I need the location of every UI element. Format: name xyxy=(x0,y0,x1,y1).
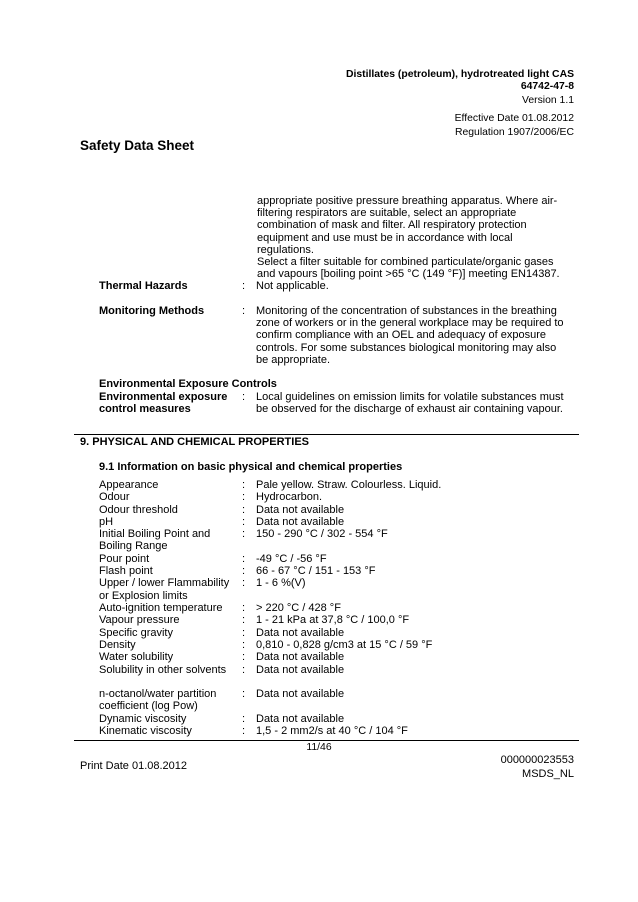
property-value: -49 °C / -56 °F xyxy=(256,552,327,565)
colon: : xyxy=(242,479,246,491)
property-value: 66 - 67 °C / 151 - 153 °F xyxy=(256,565,376,578)
text-line: Vapour pressure xyxy=(99,614,180,627)
section-9-title: 9. PHYSICAL AND CHEMICAL PROPERTIES xyxy=(80,436,309,448)
colon: : xyxy=(242,391,246,403)
version: Version 1.1 xyxy=(522,95,574,106)
thermal-hazards-value: Not applicable. xyxy=(256,280,329,292)
text-line: Upper / lower Flammability xyxy=(99,577,230,590)
text-line: coefficient (log Pow) xyxy=(99,700,198,713)
property-value: Pale yellow. Straw. Colourless. Liquid. xyxy=(256,479,442,491)
property-value: Data not available xyxy=(256,503,345,516)
product-cas: 64742-47-8 xyxy=(520,81,574,92)
text-line: Flash point xyxy=(99,565,153,578)
footer-divider xyxy=(74,740,579,741)
colon: : xyxy=(242,626,246,639)
text-line: Local guidelines on emission limits for volatile substances must xyxy=(256,391,564,403)
colon: : xyxy=(242,515,246,528)
colon: : xyxy=(242,577,246,590)
property-label xyxy=(99,479,239,491)
property-value: 150 - 290 °C / 302 - 554 °F xyxy=(256,528,388,541)
property-label xyxy=(99,516,239,528)
colon: : xyxy=(242,614,246,627)
property-value: 1 - 6 %(V) xyxy=(256,577,306,590)
property-label xyxy=(99,725,239,737)
text-line: pH xyxy=(99,515,114,528)
colon: : xyxy=(242,305,246,317)
property-label xyxy=(99,614,239,626)
property-value: 1 - 21 kPa at 37,8 °C / 100,0 °F xyxy=(256,614,410,627)
property-label xyxy=(99,565,239,577)
text-line: appropriate positive pressure breathing apparatus. Where air- xyxy=(257,195,558,207)
text-line: Specific gravity xyxy=(99,626,173,639)
property-value: Data not available xyxy=(256,515,345,528)
text-line: Monitoring of the concentration of substances in the breathing xyxy=(256,305,557,317)
text-line: Odour xyxy=(99,491,130,504)
text-line: Water solubility xyxy=(99,651,174,664)
property-value: Data not available xyxy=(256,712,345,725)
text-line: controls. For some substances biological monitoring may also xyxy=(256,341,557,354)
text-line: control measures xyxy=(99,403,191,416)
property-label xyxy=(99,504,239,516)
colon: : xyxy=(242,712,246,725)
text-line: Boiling Range xyxy=(99,540,168,553)
colon: : xyxy=(242,663,246,676)
text-line: be appropriate. xyxy=(256,353,330,366)
text-line: Solubility in other solvents xyxy=(99,663,227,676)
text-line: equipment and use must be in accordance with local xyxy=(257,231,513,244)
colon: : xyxy=(242,602,246,614)
doc-number: 000000023553 xyxy=(500,754,574,766)
env-label xyxy=(99,391,239,415)
text-line: Appearance xyxy=(99,479,159,491)
property-label xyxy=(99,639,239,651)
colon: : xyxy=(242,491,246,504)
text-line: filtering respirators are suitable, select an appropriate xyxy=(257,207,517,220)
property-value: Hydrocarbon. xyxy=(256,491,323,504)
regulation: Regulation 1907/2006/EC xyxy=(454,127,574,138)
text-line: Auto-ignition temperature xyxy=(99,602,223,614)
property-value: Data not available xyxy=(256,626,345,639)
text-line: Environmental exposure xyxy=(99,391,228,403)
property-label xyxy=(99,688,239,712)
property-value: Data not available xyxy=(256,651,345,664)
colon: : xyxy=(242,552,246,565)
monitoring-methods-value xyxy=(256,305,576,366)
property-value: > 220 °C / 428 °F xyxy=(256,602,341,614)
section-divider xyxy=(74,434,579,435)
colon: : xyxy=(242,725,246,737)
property-label xyxy=(99,602,239,614)
property-value: 1,5 - 2 mm2/s at 40 °C / 104 °F xyxy=(256,725,408,737)
text-line: zone of workers or in the general workplace may be required to xyxy=(256,317,564,330)
doc-code: MSDS_NL xyxy=(522,768,574,780)
property-value: Data not available xyxy=(256,663,345,676)
section-9-1-subtitle: 9.1 Information on basic physical and chemical properties xyxy=(99,461,403,473)
thermal-hazards-label: Thermal Hazards xyxy=(99,280,188,292)
colon: : xyxy=(242,280,246,292)
text-line: Odour threshold xyxy=(99,503,178,516)
env-value xyxy=(256,391,576,415)
property-label xyxy=(99,713,239,725)
text-line: and vapours [boiling point >65 °C (149 °F)] meeting EN14387. xyxy=(257,268,560,281)
text-line: Select a filter suitable for combined particulate/organic gases xyxy=(257,256,554,269)
property-value: Data not available xyxy=(256,688,345,701)
print-date: Print Date 01.08.2012 xyxy=(80,760,188,772)
colon: : xyxy=(242,503,246,516)
effective-date: Effective Date 01.08.2012 xyxy=(454,113,574,124)
text-line: be observed for the discharge of exhaust air containing vapour. xyxy=(256,403,563,416)
page-number: 11/46 xyxy=(306,742,332,753)
colon: : xyxy=(242,651,246,664)
property-value: 0,810 - 0,828 g/cm3 at 15 °C / 59 °F xyxy=(256,638,433,651)
text-line: Initial Boiling Point and xyxy=(99,528,211,541)
property-label xyxy=(99,577,239,601)
property-label xyxy=(99,651,239,663)
property-label xyxy=(99,491,239,503)
colon: : xyxy=(242,638,246,651)
text-line: n-octanol/water partition xyxy=(99,688,217,701)
property-label xyxy=(99,528,239,552)
colon: : xyxy=(242,565,246,578)
text-line: or Explosion limits xyxy=(99,589,188,602)
property-label xyxy=(99,553,239,565)
product-name: Distillates (petroleum), hydrotreated light CAS xyxy=(345,69,574,80)
text-line: Kinematic viscosity xyxy=(99,725,192,737)
colon: : xyxy=(242,688,246,701)
monitoring-methods-label: Monitoring Methods xyxy=(99,305,205,317)
property-label xyxy=(99,664,239,676)
respiratory-continuation xyxy=(257,195,577,280)
doc-title: Safety Data Sheet xyxy=(80,138,195,153)
text-line: Pour point xyxy=(99,552,150,565)
text-line: regulations. xyxy=(257,243,314,256)
text-line: combination of mask and filter. All respiratory protection xyxy=(257,219,527,232)
env-heading: Environmental Exposure Controls xyxy=(99,378,277,390)
colon: : xyxy=(242,528,246,541)
text-line: Density xyxy=(99,638,136,651)
text-line: confirm compliance with an OEL and adequacy of exposure xyxy=(256,329,547,342)
text-line: Dynamic viscosity xyxy=(99,712,187,725)
property-label xyxy=(99,627,239,639)
